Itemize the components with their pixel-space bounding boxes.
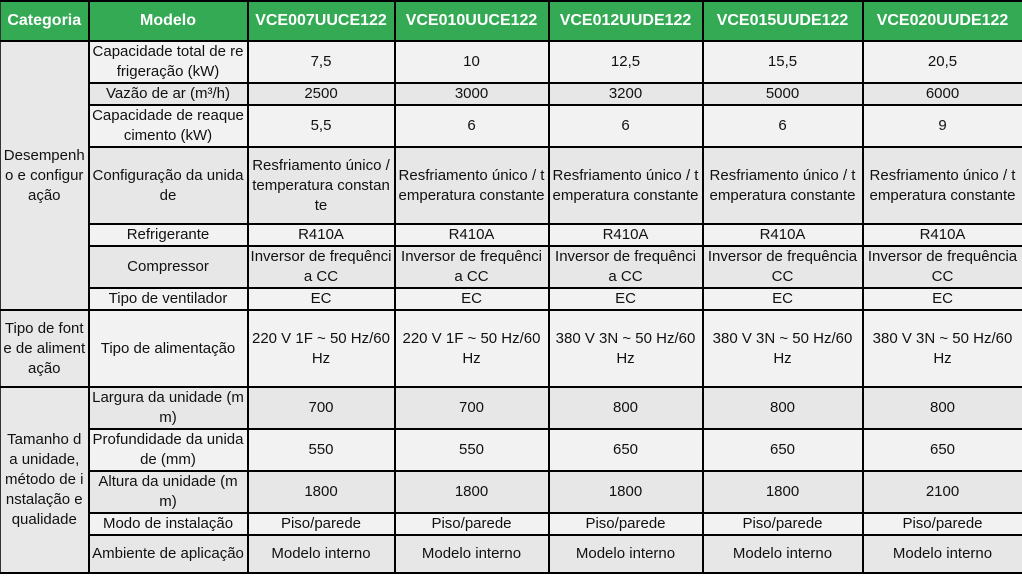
row-label: Capacidade de reaquecimento (kW)	[89, 105, 248, 147]
cell-value: Modelo interno	[863, 535, 1022, 573]
cell-value: Piso/parede	[703, 513, 863, 535]
cell-value: 2500	[248, 83, 395, 105]
table-row	[1, 535, 1022, 573]
cell-value: 6000	[863, 83, 1022, 105]
cell-value: 7,5	[248, 41, 395, 83]
table-row	[1, 471, 1022, 513]
header-model-4: VCE015UUDE122	[703, 1, 863, 41]
cell-value: EC	[703, 288, 863, 310]
cell-value: 650	[863, 429, 1022, 471]
row-label: Altura da unidade (mm)	[89, 471, 248, 513]
header-modelo: Modelo	[89, 1, 248, 41]
header-model-2: VCE010UUCE122	[395, 1, 549, 41]
header-row	[1, 1, 1022, 41]
cell-value: Modelo interno	[549, 535, 703, 573]
cell-value: 15,5	[703, 41, 863, 83]
cell-value: 6	[395, 105, 549, 147]
cell-value: EC	[863, 288, 1022, 310]
cell-value: 550	[248, 429, 395, 471]
header-model-5: VCE020UUDE122	[863, 1, 1022, 41]
cell-value: 380 V 3N ~ 50 Hz/60 Hz	[863, 310, 1022, 387]
cell-value: Inversor de frequência CC	[703, 246, 863, 288]
cell-value: Modelo interno	[395, 535, 549, 573]
cell-value: 6	[703, 105, 863, 147]
cell-value: Modelo interno	[248, 535, 395, 573]
cell-value: R410A	[863, 224, 1022, 246]
cell-value: 20,5	[863, 41, 1022, 83]
table-row	[1, 429, 1022, 471]
cell-value: 6	[549, 105, 703, 147]
cell-value: 3200	[549, 83, 703, 105]
header-model-1: VCE007UUCE122	[248, 1, 395, 41]
cell-value: Resfriamento único / temperatura constante	[549, 147, 703, 224]
row-label: Ambiente de aplicação	[89, 535, 248, 573]
cell-value: Inversor de frequência CC	[549, 246, 703, 288]
row-label: Tipo de ventilador	[89, 288, 248, 310]
row-label: Refrigerante	[89, 224, 248, 246]
cell-value: 1800	[395, 471, 549, 513]
cell-value: Resfriamento único / temperatura constante	[395, 147, 549, 224]
cell-value: Piso/parede	[549, 513, 703, 535]
cell-value: 9	[863, 105, 1022, 147]
cell-value: 1800	[549, 471, 703, 513]
table-row	[1, 105, 1022, 147]
table-row	[1, 246, 1022, 288]
cell-value: Resfriamento único / temperatura constante	[703, 147, 863, 224]
category-tamanho: Tamanho da unidade, método de instalação e qualidade	[1, 387, 89, 573]
table-row	[1, 224, 1022, 246]
row-label: Vazão de ar (m³/h)	[89, 83, 248, 105]
row-label: Modo de instalação	[89, 513, 248, 535]
cell-value: 12,5	[549, 41, 703, 83]
cell-value: 10	[395, 41, 549, 83]
category-desempenho: Desempenho e configuração	[1, 41, 89, 310]
table-row	[1, 147, 1022, 224]
row-label: Compressor	[89, 246, 248, 288]
row-label: Capacidade total de refrigeração (kW)	[89, 41, 248, 83]
cell-value: 5000	[703, 83, 863, 105]
row-label: Configuração da unidade	[89, 147, 248, 224]
cell-value: R410A	[703, 224, 863, 246]
cell-value: 650	[549, 429, 703, 471]
cell-value: Resfriamento único / temperatura constante	[863, 147, 1022, 224]
cell-value: 800	[703, 387, 863, 429]
table-row	[1, 288, 1022, 310]
cell-value: Inversor de frequência CC	[248, 246, 395, 288]
cell-value: R410A	[395, 224, 549, 246]
cell-value: Piso/parede	[395, 513, 549, 535]
cell-value: 1800	[703, 471, 863, 513]
cell-value: 650	[703, 429, 863, 471]
cell-value: 2100	[863, 471, 1022, 513]
header-model-3: VCE012UUDE122	[549, 1, 703, 41]
cell-value: 700	[395, 387, 549, 429]
cell-value: Inversor de frequência CC	[863, 246, 1022, 288]
row-label: Tipo de alimentação	[89, 310, 248, 387]
cell-value: 550	[395, 429, 549, 471]
row-label: Largura da unidade (mm)	[89, 387, 248, 429]
cell-value: 700	[248, 387, 395, 429]
cell-value: 5,5	[248, 105, 395, 147]
cell-value: EC	[395, 288, 549, 310]
cell-value: R410A	[248, 224, 395, 246]
header-categoria: Categoria	[1, 1, 89, 41]
cell-value: 1800	[248, 471, 395, 513]
cell-value: 380 V 3N ~ 50 Hz/60 Hz	[703, 310, 863, 387]
table-row	[1, 310, 1022, 387]
cell-value: 220 V 1F ~ 50 Hz/60 Hz	[248, 310, 395, 387]
cell-value: R410A	[549, 224, 703, 246]
cell-value: 800	[549, 387, 703, 429]
table-row	[1, 41, 1022, 83]
table-row	[1, 83, 1022, 105]
cell-value: EC	[549, 288, 703, 310]
cell-value: Modelo interno	[703, 535, 863, 573]
cell-value: 800	[863, 387, 1022, 429]
table-row	[1, 513, 1022, 535]
cell-value: 220 V 1F ~ 50 Hz/60 Hz	[395, 310, 549, 387]
cell-value: Piso/parede	[248, 513, 395, 535]
cell-value: 380 V 3N ~ 50 Hz/60 Hz	[549, 310, 703, 387]
category-alimentacao: Tipo de fonte de alimentação	[1, 310, 89, 387]
table-row	[1, 387, 1022, 429]
cell-value: Resfriamento único / temperatura constante	[248, 147, 395, 224]
cell-value: Piso/parede	[863, 513, 1022, 535]
row-label: Profundidade da unidade (mm)	[89, 429, 248, 471]
cell-value: Inversor de frequência CC	[395, 246, 549, 288]
cell-value: EC	[248, 288, 395, 310]
cell-value: 3000	[395, 83, 549, 105]
